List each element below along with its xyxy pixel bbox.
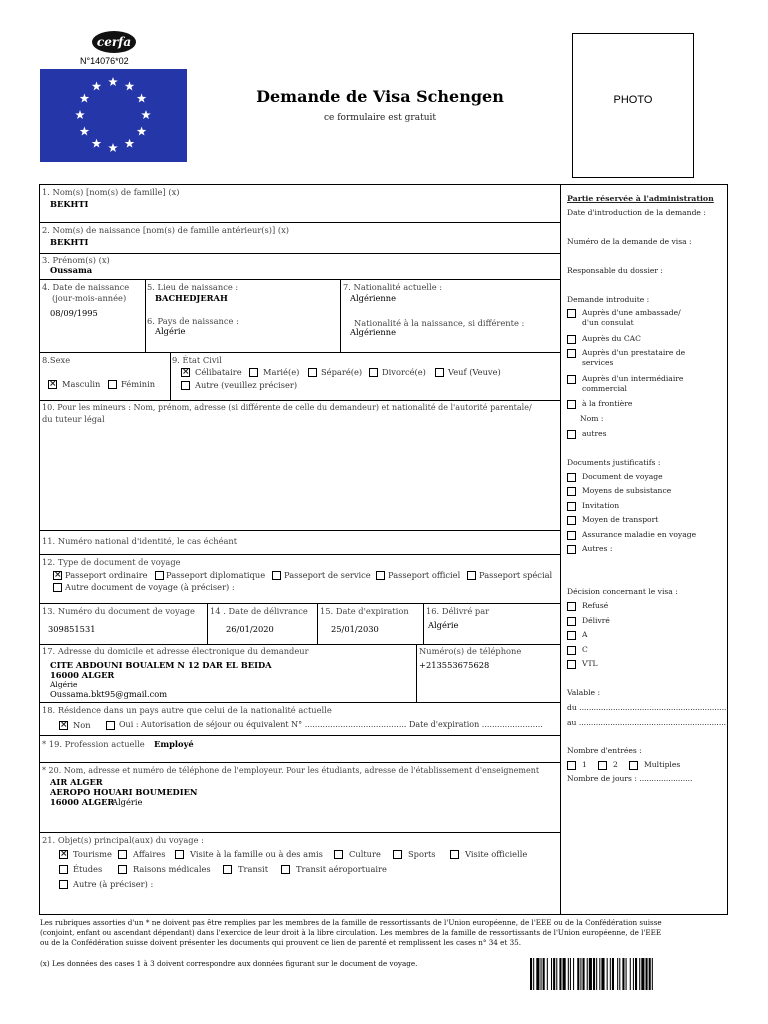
field-2-label: 2. Nom(s) de naissance [nom(s) de famille antérieur(s)] (x) [42,225,290,235]
barcode-bar [553,958,555,990]
passport-service-checkbox[interactable] [272,571,281,580]
admin-numero: Numéro de la demande de visa : [567,237,692,246]
field-14-label: 14 . Date de délivrance [210,606,308,616]
purpose-business-checkbox[interactable] [118,850,127,859]
email-value[interactable]: Oussama.bkt95@gmail.com [50,689,168,699]
purpose-transit-label: Transit [238,864,269,874]
eu-star [125,81,135,90]
admin-doc-transport-checkbox[interactable] [567,516,576,525]
admin-intro-provider-label-cont: services [582,358,614,367]
barcode-bar [556,958,557,990]
field-7-value[interactable]: Algérienne [350,293,396,303]
field-15-label: 15. Date d'expiration [320,606,409,616]
purpose-tourism-label: Tourisme [73,849,112,859]
photo-label: PHOTO [613,94,653,106]
employer-line-1[interactable]: AIR ALGER [50,777,103,787]
barcode-bar [649,958,651,990]
footer-note-line-3: ou de la Confédération suisse doivent présenter les documents qui prouvent ce lien de parenté et remplissent les cases n° 34 et 35. [40,938,522,947]
eu-star [92,81,102,90]
admin-doc-travel-checkbox[interactable] [567,473,576,482]
footer-note [40,918,730,948]
admin-entries-multiple-checkbox[interactable] [629,761,638,770]
admin-intro-border-checkbox[interactable] [567,400,576,409]
field-17-label: 17. Adresse du domicile et adresse électronique du demandeur [42,646,309,656]
admin-entries-multiple-label: Multiples [644,760,681,769]
admin-doc-insurance-checkbox[interactable] [567,531,576,540]
admin-doc-means-checkbox[interactable] [567,487,576,496]
address-line-1[interactable]: CITE ABDOUNI BOUALEM N 12 DAR EL BEIDA [50,660,272,670]
employer-line-3[interactable]: 16000 ALGER [50,797,115,807]
barcode-bar [587,958,588,990]
purpose-official-label: Visite officielle [465,849,528,859]
eu-star [80,94,90,103]
eu-flag [40,69,187,162]
purpose-culture-checkbox[interactable] [334,850,343,859]
admin-dec-vtl-checkbox[interactable] [567,660,576,669]
field-16-label: 16. Délivré par [426,606,490,616]
eu-star [92,139,102,148]
purpose-family-label: Visite à la famille ou à des amis [190,849,323,859]
admin-title: Partie réservée à l'administration [567,194,714,203]
barcode [530,958,748,990]
purpose-official-checkbox[interactable] [450,850,459,859]
admin-docs-title: Documents justificatifs : [567,458,661,467]
barcode-bar [641,958,644,990]
admin-dec-c-label: C [582,645,588,654]
passport-official-checkbox[interactable] [376,571,385,580]
field-6-label: 6. Pays de naissance : [147,316,239,326]
footer-note-line-1: Les rubriques assorties d'un * ne doivent pas être remplies par les membres de la famille de ressortissants de l'Union européenne, de l'EEE ou de la Confédération suisse [40,918,662,927]
admin-valid-to[interactable]: au .............................................................. [567,718,729,727]
field-21-label: 21. Objet(s) principal(aux) du voyage : [42,835,204,845]
admin-entries-2-label: 2 [613,760,618,769]
barcode-bar [601,958,604,990]
field-10-label: 10. Pour les mineurs : Nom, prénom, adresse (si différente de celle du demandeur) et nationalité de l'autorité parentale/ [42,403,532,412]
field-6-value[interactable]: Algérie [155,326,186,336]
purpose-transit-checkbox[interactable] [223,865,232,874]
admin-entries-label: Nombre d'entrées : [567,746,642,755]
passport-diplomatic-label: Passeport diplomatique [166,570,266,580]
passport-special-label: Passeport spécial [479,570,553,580]
barcode-bar [570,958,571,990]
sex-male-label: Masculin [62,379,101,389]
passport-service-label: Passeport de service [284,570,371,580]
field-14-value[interactable]: 26/01/2020 [226,624,274,634]
barcode-bar [610,958,611,990]
admin-valable-label: Valable : [567,688,601,697]
barcode-bar [551,958,552,990]
sex-female-checkbox[interactable] [108,380,117,389]
admin-doc-invitation-label: Invitation [582,501,620,510]
civil-divorced-checkbox[interactable] [369,368,378,377]
civil-widowed-label: Veuf (Veuve) [448,367,501,377]
footer-note-x: (x) Les données des cases 1 à 3 doivent correspondre aux données figurant sur le document de voyage. [40,959,418,968]
barcode-bar [568,958,569,990]
admin-intro-cac-label: Auprès du CAC [582,334,641,343]
eu-star [108,77,118,86]
admin-divider [560,184,561,915]
admin-intro-cac-checkbox[interactable] [567,335,576,344]
barcode-bar [530,958,532,990]
residence-no-checkbox[interactable]: × [60,720,68,730]
purpose-other-checkbox[interactable] [59,880,68,889]
admin-entries-2-checkbox[interactable] [598,761,607,770]
purpose-medical-label: Raisons médicales [133,864,211,874]
admin-introduite: Demande introduite : [567,295,650,304]
field-20-label: * 20. Nom, adresse et numéro de téléphone de l'employeur. Pour les étudiants, adresse de l'établissement d'enseignement [42,766,540,775]
field-13-label: 13. Numéro du document de voyage [42,606,195,616]
barcode-bar [543,958,545,990]
barcode-bar [536,958,539,990]
admin-dec-a-label: A [582,630,588,639]
admin-decision-title: Décision concernant le visa : [567,587,678,596]
passport-ordinary-label: Passeport ordinaire [65,570,148,580]
sex-male-checkbox[interactable]: × [49,379,57,389]
purpose-business-label: Affaires [133,849,166,859]
admin-responsable: Responsable du dossier : [567,266,663,275]
barcode-bar [589,958,592,990]
barcode-bar [563,958,566,990]
barcode-bar [559,958,561,990]
admin-doc-other-label: Autres : [582,544,613,553]
barcode-bar [547,958,548,990]
field-4-label: 4. Date de naissance [42,282,130,292]
phone-label: Numéro(s) de téléphone [419,646,522,656]
field-16-value[interactable]: Algérie [428,620,459,630]
field-7-birth-value[interactable]: Algérienne [350,327,396,337]
barcode-bar [617,958,618,990]
admin-doc-means-label: Moyens de subsistance [582,486,672,495]
civil-married-checkbox[interactable] [249,368,258,377]
eu-star [137,94,147,103]
civil-married-label: Marié(e) [263,367,300,377]
admin-valid-from[interactable]: du .............................................................. [567,703,729,712]
passport-other-label: Autre document de voyage (à préciser) : [65,582,235,592]
barcode-bar [639,958,640,990]
barcode-bar [635,958,637,990]
barcode-bar [541,958,542,990]
civil-other-label: Autre (veuillez préciser) [195,380,298,390]
passport-other-checkbox[interactable] [53,583,62,592]
field-3-label: 3. Prénom(s) (x) [42,255,110,265]
address-line-3[interactable]: Algérie [50,680,78,689]
field-7-label: 7. Nationalité actuelle : [343,282,443,292]
barcode-bar [622,958,624,990]
barcode-bar [646,958,648,990]
eu-stars [40,69,187,162]
photo-box[interactable] [572,33,694,178]
passport-special-checkbox[interactable] [467,571,476,580]
field-11-label: 11. Numéro national d'identité, le cas échéant [42,536,238,546]
admin-nom-label: Nom : [580,414,604,423]
civil-separated-checkbox[interactable] [308,368,317,377]
field-7-birth-label: Nationalité à la naissance, si différente : [354,318,525,328]
barcode-bar [593,958,595,990]
admin-intro-intermediary-label: Auprès d'un intermédiaire [582,374,684,383]
barcode-bar [577,958,579,990]
admin-doc-insurance-label: Assurance maladie en voyage [582,530,697,539]
employer-line-2[interactable]: AEROPO HOUARI BOUMEDIEN [50,787,198,797]
admin-intro-other-label: autres [582,429,607,438]
admin-intro-provider-checkbox[interactable] [567,349,576,358]
admin-dec-issued-label: Délivré [582,616,610,625]
admin-doc-other-checkbox[interactable] [567,545,576,554]
admin-dec-issued-checkbox[interactable] [567,617,576,626]
barcode-bar [607,958,608,990]
field-8-label: 8.Sexe [42,355,71,365]
admin-doc-invitation-checkbox[interactable] [567,502,576,511]
admin-intro-border-label: à la frontière [582,399,633,408]
barcode-bar [633,958,634,990]
purpose-sports-checkbox[interactable] [393,850,402,859]
purpose-sports-label: Sports [408,849,436,859]
barcode-bar [599,958,600,990]
employer-country[interactable]: Algérie [112,797,143,807]
barcode-bar [626,958,627,990]
eu-star [137,127,147,136]
barcode-bar [533,958,534,990]
residence-yes-checkbox[interactable] [106,721,115,730]
passport-diplomatic-checkbox[interactable] [155,571,164,580]
eu-star [141,110,151,119]
purpose-tourism-checkbox[interactable]: × [60,849,68,859]
purpose-airport-transit-label: Transit aéroportuaire [296,864,387,874]
cerfa-logo: cerfa [92,31,136,53]
admin-dec-a-checkbox[interactable] [567,631,576,640]
admin-dec-refused-label: Refusé [582,601,609,610]
eu-star [125,139,135,148]
admin-intro-embassy-checkbox[interactable] [567,309,576,318]
barcode-bar [580,958,581,990]
admin-entries-1-label: 1 [582,760,587,769]
civil-single-label: Célibataire [195,367,242,377]
purpose-culture-label: Culture [349,849,381,859]
purpose-studies-checkbox[interactable] [59,865,68,874]
residence-no-label: Non [73,720,91,730]
admin-dec-vtl-label: VTL [582,659,598,668]
civil-single-checkbox[interactable]: × [182,367,190,377]
field-13-value[interactable]: 309851531 [48,624,96,634]
eu-star [80,127,90,136]
field-15-value[interactable]: 25/01/2030 [331,624,379,634]
eu-star [75,110,85,119]
passport-official-label: Passeport officiel [388,570,461,580]
field-4-sublabel: (jour-mois-année) [52,293,127,303]
field-18-label: 18. Résidence dans un pays autre que celui de la nationalité actuelle [42,705,332,715]
field-3-value[interactable]: Oussama [50,265,93,275]
field-4-value[interactable]: 08/09/1995 [50,308,98,318]
admin-dec-c-checkbox[interactable] [567,646,576,655]
sex-female-label: Féminin [121,379,156,389]
civil-divorced-label: Divorcé(e) [382,367,426,377]
barcode-bar [573,958,574,990]
footer-note-line-2: (conjoint, enfant ou ascendant dépendant) dans l'exercice de leur droit à la libre circulation. Les membres de la famille de ressortissants de l'Union européenne, de l'EEE [40,928,662,937]
phone-value[interactable]: +213553675628 [419,660,490,670]
admin-intro-embassy-label-cont: d'un consulat [582,318,634,327]
field-1-value[interactable]: BEKHTI [50,199,89,209]
address-line-2[interactable]: 16000 ALGER [50,670,115,680]
barcode-bar [652,958,653,990]
civil-separated-label: Séparé(e) [321,367,363,377]
field-5-value[interactable]: BACHEDJERAH [155,293,228,303]
barcode-bar [619,958,620,990]
residence-yes-label: Oui : Autorisation de séjour ou équivalent N° ........................................ Date d'expiration ........................ [119,720,543,729]
admin-date-intro: Date d'introduction de la demande : [567,208,706,217]
eu-star [108,143,118,152]
purpose-studies-label: Études [73,864,103,874]
admin-doc-transport-label: Moyen de transport [582,515,659,524]
barcode-bar [612,958,614,990]
admin-intro-other-checkbox[interactable] [567,430,576,439]
field-10-label-cont: du tuteur légal [42,414,105,424]
purpose-airport-transit-checkbox[interactable] [281,865,290,874]
form-subtitle: ce formulaire est gratuit [324,113,436,123]
field-5-label: 5. Lieu de naissance : [147,282,239,292]
barcode-bar [583,958,585,990]
form-title: Demande de Visa Schengen [256,87,504,106]
admin-dec-refused-checkbox[interactable] [567,602,576,611]
field-9-label: 9. État Civil [172,355,222,365]
purpose-family-checkbox[interactable] [175,850,184,859]
barcode-bars [530,958,748,990]
cerfa-number: N°14076*02 [80,56,129,66]
field-19-value[interactable]: Employé [154,739,194,749]
purpose-other-label: Autre (à préciser) : [73,879,154,889]
admin-intro-provider-label: Auprès d'un prestataire de [582,348,686,357]
field-1-label: 1. Nom(s) [nom(s) de famille] (x) [42,187,180,197]
purpose-medical-checkbox[interactable] [118,865,127,874]
admin-days-label: Nombre de jours : ...................... [567,774,693,783]
admin-intro-intermediary-checkbox[interactable] [567,375,576,384]
passport-ordinary-checkbox[interactable]: × [54,570,62,580]
field-12-label: 12. Type de document de voyage [42,557,181,567]
admin-intro-intermediary-label-cont: commercial [582,384,627,393]
civil-widowed-checkbox[interactable] [435,368,444,377]
civil-other-checkbox[interactable] [181,381,190,390]
barcode-bar [630,958,631,990]
barcode-bar [596,958,597,990]
field-19-label: * 19. Profession actuelle [42,739,145,749]
admin-entries-1-checkbox[interactable] [567,761,576,770]
field-2-value[interactable]: BEKHTI [50,237,89,247]
admin-intro-embassy-label: Auprès d'une ambassade/ [582,308,681,317]
admin-doc-travel-label: Document de voyage [582,472,663,481]
